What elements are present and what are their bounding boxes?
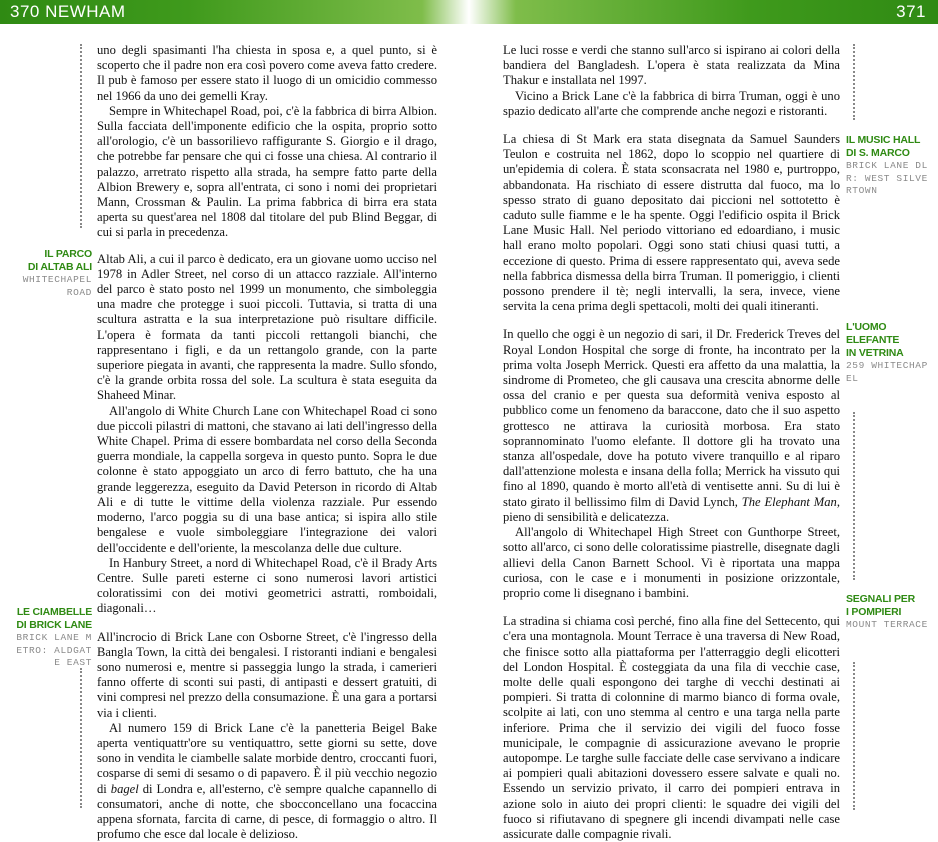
sidebar-title: IL PARCO	[44, 248, 92, 260]
sidebar-title: L'UOMO	[846, 321, 887, 333]
paragraph: Al numero 159 di Brick Lane c'è la panetteria Beigel Bake aperta ventiquattr'ore su ventiquattro, sette giorni su sette, dove sono in vendita le ciambelle salate morbide dentro, croccanti fuori, cosparse di semi di sesamo o di papavero. È il più vecchio negozio di bagel di Londra e, all'esterno, c'è sempre qualche capannello di consumatori, anche di notte, che sbocconcellano una focaccina appena sfornata, farcita di carne, di pesce, di formaggio o altro. Il profumo che esce dal locale è delizioso.	[97, 720, 437, 842]
paragraph: In quello che oggi è un negozio di sari, il Dr. Frederick Treves del Royal London Hospital che sorge di fronte, ha incontrato per la prima volta Joseph Merrick. Questi era affetto da una malattia, la sindrome di Prometeo, che gli causava una crescita abnorme delle ossa del cranio e per questa sua deformità veniva esposto al pubblico come un fenomeno da baraccone, dato che il suo aspetto grottesco ne attirava la curiosità morbosa. Era stato soprannominato l'uomo elefante. Il dottore gli ha trovato una stanza all'ospedale, dove ha potuto vivere tranquillo e al riparo dall'attenzione molesta e insana della folla; Merrick ha vissuto qui fino al 1890, quando è morto all'età di ventisette anni. Su di lui è stato girato il bellissimo film di David Lynch, The Elephant Man, pieno di sensibilità e delicatezza.	[503, 327, 841, 524]
emphasis: bagel	[110, 781, 139, 796]
paragraph: uno degli spasimanti l'ha chiesta in sposa e, a quel punto, si è scoperto che il padre non era così povero come aveva fatto credere. Il pub è famoso per essere stato il luogo di un omicidio commesso nel 1966 da uno dei gemelli Kray.	[97, 43, 437, 103]
sidebar-music-hall	[846, 134, 930, 198]
left-text-column	[97, 43, 437, 842]
sidebar-address: BRICK LANE DLR: WEST SILVERTOWN	[846, 160, 928, 196]
paragraph: La stradina si chiama così perché, fino alla fine del Settecento, qui c'era una montagnola. Mount Terrace è una traversa di New Road, che finisce sotto alla piattaforma per l'atterraggio degli elicotteri del London Hospital. È costeggiata da una fila di vecchie case, molte delle quali espongono dei targhe di vecchi destinati ai pompieri. Si tratta di colonnine di marmo bianco di forma ovale, scolpite ai lati, con uno stemma al centro e una targa nella parte inferiore. Prima che il servizio dei vigili del fuoco fosse municipale, le compagnie di assicurazione avevano le proprie autopompe. Le targhe sulle facciate delle case servivano a indicare ai pompieri quali abitazioni dovessero essere salvate e quali no. Essendo un servizio privato, il carro dei pompieri entrava in azione solo in aiuto dei propri clienti: le squadre dei vigili del fuoco si rifiutavano di spegnere gli incendi divampati nelle case assicurate dalle compagnie rivali.	[503, 614, 840, 841]
paragraph: Le luci rosse e verdi che stanno sull'arco si ispirano ai colori della bandiera del Bangladesh. L'opera è stata realizzata da Mina Thakur e installata nel 1997.	[503, 43, 840, 88]
sidebar-title: DI BRICK LANE	[16, 619, 92, 631]
left-page-heading	[10, 2, 126, 22]
sidebar-address: MOUNT TERRACE	[846, 619, 928, 630]
sidebar-title: LE CIAMBELLE	[16, 606, 92, 618]
sidebar-address: WHITECHAPEL ROAD	[22, 274, 92, 298]
sidebar-title: IL MUSIC HALL	[846, 134, 921, 146]
right-margin-rule	[853, 412, 855, 580]
paragraph: All'angolo di White Church Lane con Whitechapel Road ci sono due piccoli pilastri di mattoni, che stavano ai lati dell'ingresso della White Chapel. Prima di essere bombardata nel corso della Seconda guerra mondiale, la cappella sorgeva in questo punto. Sopra le due colonne è stato appoggiato un arco di ferro battuto, che ha una grande leggerezza, eseguito da David Peterson in ricordo di Altab Ali e di tutte le vittime della violenza razziale. Pur essendo moderno, l'arco poggia su di una base antica; si ispira allo stile bengalese e vuole simboleggiare l'integrazione dei valori dell'occidente e dell'oriente, la mescolanza delle due culture.	[97, 403, 437, 555]
left-margin-rule	[80, 668, 82, 808]
right-margin-rule	[853, 662, 855, 810]
paragraph: Vicino a Brick Lane c'è la fabbrica di birra Truman, oggi è uno spazio dedicato all'arte che comprende anche negozi e ristoranti.	[503, 88, 840, 118]
sidebar-altab-ali	[8, 248, 92, 299]
sidebar-title: ELEFANTE	[846, 334, 900, 346]
sidebar-title: DI S. MARCO	[846, 147, 910, 159]
right-page-number: 371	[896, 2, 926, 21]
paragraph: La chiesa di St Mark era stata disegnata da Samuel Saunders Teulon e costruita nel 1862, dopo lo scoppio nel quartiere di un'epidemia di colera. È stata sconsacrata nel 1980 e, purtroppo, abbandonata. Ha rischiato di essere distrutta dal fuoco, ma lo spesso strato di guano depositato dai piccioni nel sottotetto è caduto sulle fiamme e le ha spente. Oggi l'edificio ospita il Brick Lane Music Hall. Nel periodo vittoriano ed edoardiano, i music hall erano molto popolari. Oggi sono stati chiusi quasi tutti, a eccezione di questo. Prima di essere rappresentato qui, aveva sede nella fabbrica dismessa della birra Truman. Il pomeriggio, i clienti possono prendere il tè; negli intervalli, la sera, invece, viene servita la cena prima degli spettacoli, molti dei quali itineranti.	[503, 132, 840, 314]
paragraph: All'angolo di Whitechapel High Street con Gunthorpe Street, sotto all'arco, ci sono delle coloratissime piastrelle, disegnate dagli allievi della Canon Barnett School. Vi è riportata una mappa curiosa, con le case e i monumenti in posizione orizzontale, proprio come li disegnano i bambini.	[503, 525, 840, 600]
sidebar-brick-lane	[8, 606, 92, 670]
right-margin-rule	[853, 44, 855, 120]
paragraph: Sempre in Whitechapel Road, poi, c'è la fabbrica di birra Albion. Sulla facciata dell'imponente edificio che la ospita, proprio sotto all'orologio, c'è un bassorilievo raffigurante S. Giorgio e il drago, che potrebbe far pensare che qui ci fosse una chiesa. Al contrario il palazzo, arretrato rispetto alla strada, ha sempre fatto parte della Albion Brewery e, sopra all'entrata, ci sono i nomi dei proprietari Mann, Crossman & Paulin. La prima fabbrica di birra era stata aperta su quest'area nel 1808 dal titolare del pub Blind Beggar, di cui si parla in precedenza.	[97, 103, 437, 240]
paragraph: Altab Ali, a cui il parco è dedicato, era un giovane uomo ucciso nel 1978 in Adler Street, nel corso di un attacco razziale. All'interno del parco è stato posto nel 1999 un monumento, che simboleggia una madre che protegge i suoi piccoli. Tuttavia, si tratta di una scultura astratta e la sua interpretazione può risultare difficile. L'opera è formata da tanti piccoli rettangoli bianchi, che rappresentano i figli, e da un rettangolo grande, con la parte superiore piegata in avanti, che rappresenta la madre. Sullo sfondo, c'è la grande orbita rossa del sole. La scultura è stata eseguita da Shaheed Minar.	[97, 251, 437, 403]
sidebar-title: I POMPIERI	[846, 606, 902, 618]
paragraph: All'incrocio di Brick Lane con Osborne Street, c'è l'ingresso della Bangla Town, la città dei bengalesi. I ristoranti indiani e bengalesi sono numerosi e, mentre si passeggia lungo la strada, i camerieri fanno offerte di sconti sui pasti, di antipasti e dessert gratuiti, di vini compresi nel prezzo della consumazione. È una gara a portarsi via i clienti.	[97, 629, 437, 720]
sidebar-title: DI ALTAB ALI	[27, 261, 92, 273]
sidebar-elephant-man	[846, 321, 930, 385]
paragraph: In Hanbury Street, a nord di Whitechapel Road, c'è il Brady Arts Centre. Sulle pareti esterne ci sono numerosi lavori artistici coloratissimi con dei motivi geometrici astratti, romboidali, diagonali…	[97, 555, 437, 616]
right-text-column	[503, 43, 840, 842]
left-page-number: 370	[10, 2, 40, 21]
left-margin-rule	[80, 44, 82, 228]
sidebar-title: IN VETRINA	[846, 347, 904, 359]
page-header	[0, 0, 938, 24]
sidebar-fire-signs	[846, 593, 930, 632]
sidebar-address: 259 WHITECHAPEL	[846, 360, 928, 384]
sidebar-title: SEGNALI PER	[846, 593, 915, 605]
emphasis: The Elephant Man	[741, 494, 837, 509]
sidebar-address: BRICK LANE METRO: ALDGATE EAST	[16, 632, 92, 668]
chapter-title: NEWHAM	[45, 2, 126, 21]
